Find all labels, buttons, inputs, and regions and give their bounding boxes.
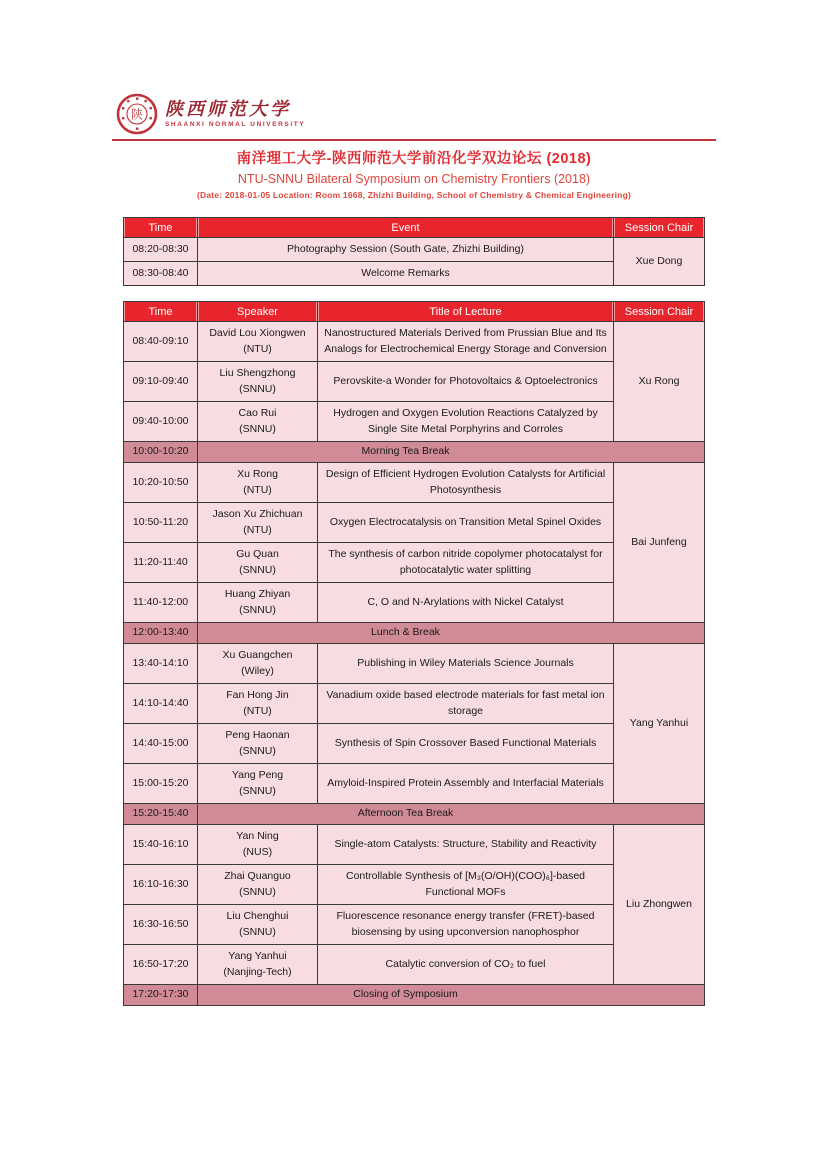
- speaker-name: Jason Xu Zhichuan: [212, 507, 303, 520]
- lecture-title-cell: Single-atom Catalysts: Structure, Stability and Reactivity: [318, 825, 614, 865]
- speaker-name: Yang Yanhui: [228, 949, 287, 962]
- break-label-cell: Afternoon Tea Break: [198, 804, 614, 825]
- speaker-cell: [198, 583, 318, 623]
- session-chair-cell: Yang Yanhui: [614, 644, 705, 804]
- speaker-cell: [198, 644, 318, 684]
- lecture-title-cell: Fluorescence resonance energy transfer (FRET)-based biosensing by using upconversion nanophosphor: [318, 905, 614, 945]
- speaker-affiliation: (NTU): [243, 704, 272, 717]
- time-cell: 13:40-14:10: [124, 644, 198, 684]
- time-cell: 14:40-15:00: [124, 724, 198, 764]
- col-header-event: Event: [198, 218, 614, 238]
- time-cell: 16:10-16:30: [124, 865, 198, 905]
- break-row: [124, 623, 705, 644]
- session-chair-cell: Liu Zhongwen: [614, 825, 705, 985]
- speaker-name: Fan Hong Jin: [226, 688, 289, 701]
- lecture-title-cell: The synthesis of carbon nitride copolymer photocatalyst for photocatalytic water splitting: [318, 543, 614, 583]
- speaker-affiliation: (Nanjing-Tech): [223, 965, 292, 978]
- time-cell: 17:20-17:30: [124, 985, 198, 1006]
- speaker-affiliation: (SNNU): [239, 744, 276, 757]
- time-cell: 09:10-09:40: [124, 362, 198, 402]
- time-cell: 10:50-11:20: [124, 503, 198, 543]
- speaker-cell: [198, 543, 318, 583]
- event-cell: Welcome Remarks: [198, 262, 614, 286]
- speaker-cell: [198, 684, 318, 724]
- time-cell: 08:40-09:10: [124, 322, 198, 362]
- break-fill-cell: [614, 623, 705, 644]
- speaker-name: Liu Shengzhong: [219, 366, 296, 379]
- speaker-cell: [198, 402, 318, 442]
- speaker-name: Xu Rong: [237, 467, 278, 480]
- speaker-name: Huang Zhiyan: [224, 587, 291, 600]
- time-cell: 16:30-16:50: [124, 905, 198, 945]
- time-cell: 15:40-16:10: [124, 825, 198, 865]
- col-header-lecture-title: Title of Lecture: [318, 302, 614, 322]
- speaker-cell: [198, 724, 318, 764]
- speaker-affiliation: (NUS): [242, 845, 273, 858]
- lecture-title-cell: Amyloid-Inspired Protein Assembly and Interfacial Materials: [318, 764, 614, 804]
- speaker-name: Cao Rui: [238, 406, 277, 419]
- break-label-cell: Morning Tea Break: [198, 442, 614, 463]
- table-row: [124, 644, 705, 684]
- speaker-name: David Lou Xiongwen: [209, 326, 306, 339]
- speaker-affiliation: (SNNU): [239, 885, 276, 898]
- table-header-row: [124, 218, 705, 238]
- break-fill-cell: [614, 985, 705, 1006]
- table-row: [124, 463, 705, 503]
- speaker-cell: [198, 463, 318, 503]
- symposium-title-cn: 南洋理工大学-陕西师范大学前沿化学双边论坛 (2018): [236, 151, 592, 167]
- session-chair-cell: Bai Junfeng: [614, 463, 705, 623]
- speaker-affiliation: (Wiley): [241, 664, 274, 677]
- speaker-name: Liu Chenghui: [226, 909, 289, 922]
- speaker-name: Peng Haonan: [225, 728, 290, 741]
- time-cell: 11:40-12:00: [124, 583, 198, 623]
- university-logo: [116, 93, 305, 135]
- speaker-affiliation: (NTU): [243, 483, 272, 496]
- break-fill-cell: [614, 442, 705, 463]
- lecture-title-cell: Hydrogen and Oxygen Evolution Reactions Catalyzed by Single Site Metal Porphyrins and Corroles: [318, 402, 614, 442]
- lecture-title-cell: Controllable Synthesis of [M₃(O/OH)(COO)₆]-based Functional MOFs: [318, 865, 614, 905]
- break-row: [124, 804, 705, 825]
- speaker-name: Zhai Quanguo: [224, 869, 291, 882]
- closing-row: [124, 985, 705, 1006]
- time-cell: 12:00-13:40: [124, 623, 198, 644]
- speaker-cell: [198, 865, 318, 905]
- date-location-line: (Date: 2018-01-05 Location: Room 1668, Zhizhi Building, School of Chemistry & Chemical Engineering): [196, 190, 631, 200]
- speaker-affiliation: (SNNU): [239, 603, 276, 616]
- closing-label-cell: Closing of Symposium: [198, 985, 614, 1006]
- event-cell: Photography Session (South Gate, Zhizhi Building): [198, 238, 614, 262]
- lecture-title-cell: Publishing in Wiley Materials Science Journals: [318, 644, 614, 684]
- table-row: [124, 825, 705, 865]
- session-chair-cell: Xue Dong: [614, 238, 705, 286]
- speaker-affiliation: (SNNU): [239, 382, 276, 395]
- time-cell: 10:00-10:20: [124, 442, 198, 463]
- speaker-cell: [198, 825, 318, 865]
- opening-schedule-table: [123, 217, 705, 286]
- speaker-affiliation: (SNNU): [239, 925, 276, 938]
- speaker-name: Xu Guangchen: [222, 648, 293, 661]
- speaker-cell: [198, 945, 318, 985]
- speaker-affiliation: (SNNU): [239, 784, 276, 797]
- university-seal-icon: [116, 93, 158, 135]
- speaker-name: Yang Peng: [231, 768, 284, 781]
- speaker-cell: [198, 764, 318, 804]
- header-divider: [112, 139, 716, 141]
- lecture-title-cell: Design of Efficient Hydrogen Evolution Catalysts for Artificial Photosynthesis: [318, 463, 614, 503]
- university-name-en: SHAANXI NORMAL UNIVERSITY: [165, 120, 306, 128]
- lecture-title-cell: Nanostructured Materials Derived from Prussian Blue and Its Analogs for Electrochemical Energy Storage and Conversion: [318, 322, 614, 362]
- lecture-title-cell: Vanadium oxide based electrode materials for fast metal ion storage: [318, 684, 614, 724]
- time-cell: 15:00-15:20: [124, 764, 198, 804]
- speaker-affiliation: (SNNU): [239, 422, 276, 435]
- symposium-title-en: NTU-SNNU Bilateral Symposium on Chemistry Frontiers (2018): [237, 172, 591, 186]
- lecture-title-cell: Synthesis of Spin Crossover Based Functional Materials: [318, 724, 614, 764]
- lecture-title-cell: Oxygen Electrocatalysis on Transition Metal Spinel Oxides: [318, 503, 614, 543]
- time-cell: 08:20-08:30: [124, 238, 198, 262]
- lecture-title-cell: Perovskite-a Wonder for Photovoltaics & Optoelectronics: [318, 362, 614, 402]
- break-label-cell: Lunch & Break: [198, 623, 614, 644]
- col-header-time: Time: [124, 302, 198, 322]
- break-row: [124, 442, 705, 463]
- speaker-cell: [198, 362, 318, 402]
- table-row: [124, 238, 705, 262]
- speaker-name: Gu Quan: [236, 547, 279, 560]
- time-cell: 15:20-15:40: [124, 804, 198, 825]
- col-header-session-chair: Session Chair: [614, 302, 705, 322]
- speaker-affiliation: (NTU): [243, 342, 272, 355]
- time-cell: 10:20-10:50: [124, 463, 198, 503]
- speaker-cell: [198, 322, 318, 362]
- speaker-name: Yan Ning: [236, 829, 279, 842]
- col-header-session-chair: Session Chair: [614, 218, 705, 238]
- break-fill-cell: [614, 804, 705, 825]
- svg-text:陕: 陕: [130, 107, 144, 122]
- speaker-affiliation: (NTU): [243, 523, 272, 536]
- col-header-speaker: Speaker: [198, 302, 318, 322]
- table-row: [124, 322, 705, 362]
- time-cell: 09:40-10:00: [124, 402, 198, 442]
- speaker-cell: [198, 503, 318, 543]
- university-name-cn: 陕西师范大学: [165, 99, 291, 120]
- time-cell: 11:20-11:40: [124, 543, 198, 583]
- time-cell: 16:50-17:20: [124, 945, 198, 985]
- lecture-schedule-table: [123, 301, 705, 1006]
- lecture-title-cell: Catalytic conversion of CO₂ to fuel: [318, 945, 614, 985]
- speaker-affiliation: (SNNU): [239, 563, 276, 576]
- table-header-row: [124, 302, 705, 322]
- lecture-title-cell: C, O and N-Arylations with Nickel Catalyst: [318, 583, 614, 623]
- col-header-time: Time: [124, 218, 198, 238]
- session-chair-cell: Xu Rong: [614, 322, 705, 442]
- speaker-cell: [198, 905, 318, 945]
- time-cell: 08:30-08:40: [124, 262, 198, 286]
- time-cell: 14:10-14:40: [124, 684, 198, 724]
